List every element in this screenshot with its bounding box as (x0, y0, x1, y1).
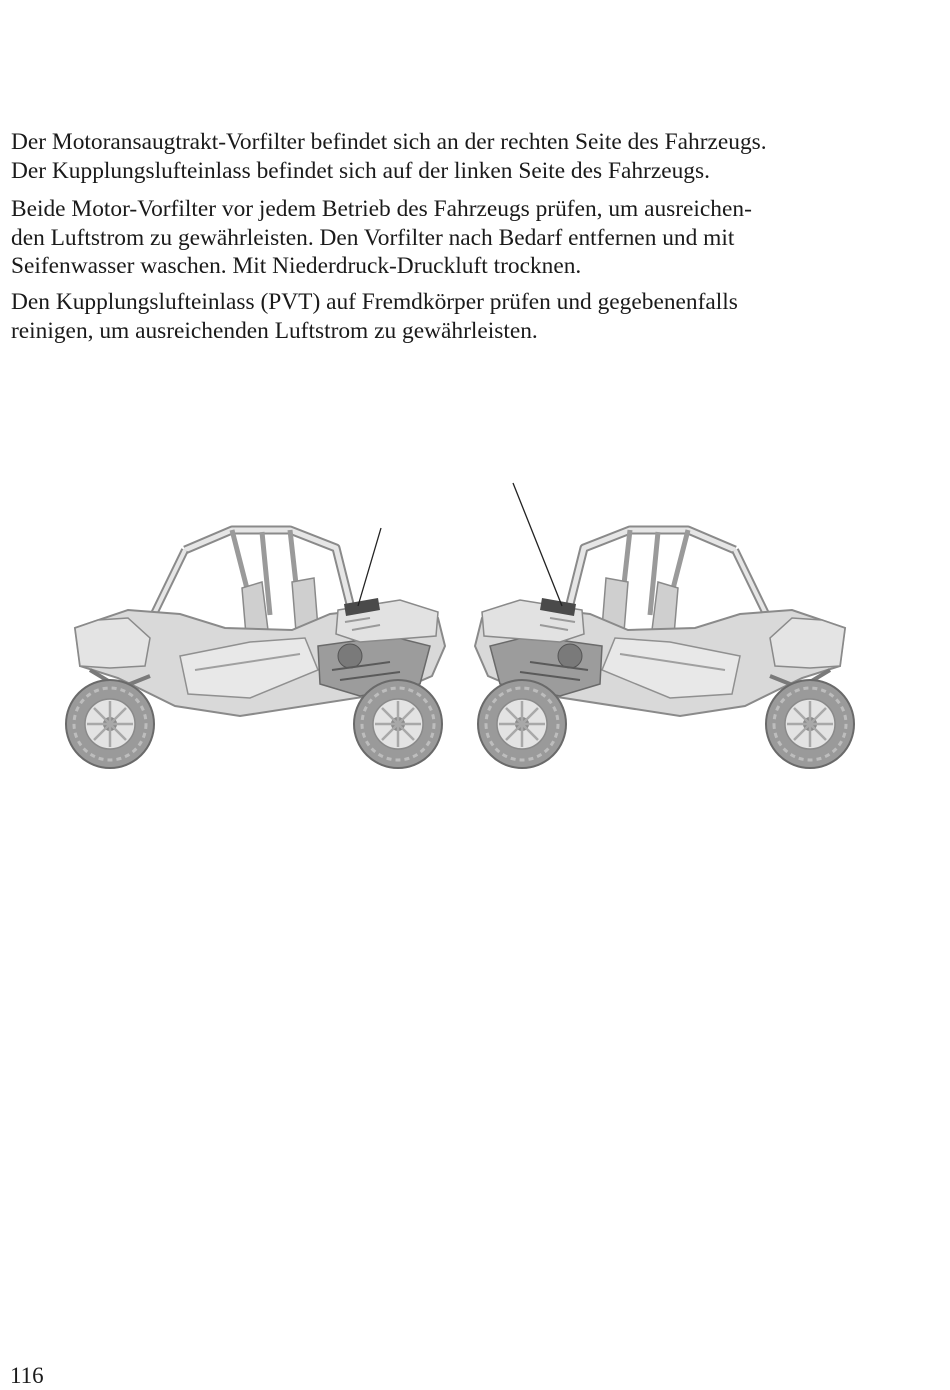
paragraph-clutch-inlet (11, 288, 936, 345)
vehicle-left-side (475, 530, 854, 768)
page-number: 116 (10, 1363, 44, 1388)
text-line: Den Kupplungslufteinlass (PVT) auf Fremdkörper prüfen und gegebenenfalls (11, 289, 738, 315)
paragraph-filter-location (11, 128, 936, 185)
vehicle-right-side (66, 530, 445, 768)
text-line: Der Kupplungslufteinlass befindet sich auf der linken Seite des Fahrzeugs. (11, 157, 710, 184)
text-line: Seifenwasser waschen. Mit Niederdruck-Druckluft trocknen. (11, 253, 582, 279)
text-line: Der Motoransaugtrakt-Vorfilter befindet sich an der rechten Seite des Fahrzeugs. (11, 129, 767, 155)
leader-line-clutch-inlet (513, 483, 562, 606)
paragraph-filter-check (11, 195, 936, 281)
text-line: Beide Motor-Vorfilter vor jedem Betrieb des Fahrzeugs prüfen, um ausreichen- (11, 196, 752, 222)
text-line: reinigen, um ausreichenden Luftstrom zu gewährleisten. (11, 317, 538, 344)
vehicle-illustration (0, 470, 950, 790)
text-line: den Luftstrom zu gewährleisten. Den Vorfilter nach Bedarf entfernen und mit (11, 224, 735, 251)
leader-line-intake-prefilter (358, 528, 381, 606)
